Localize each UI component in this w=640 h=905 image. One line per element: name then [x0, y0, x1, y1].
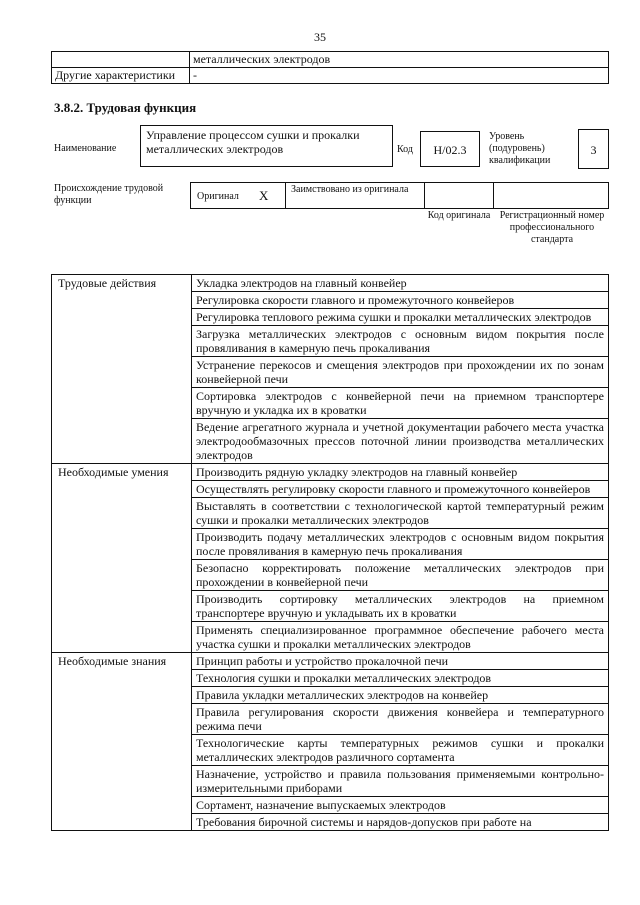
code-value: H/02.3 [433, 143, 467, 157]
item-cell: Регулировка скорости главного и промежуточного конвейеров [192, 292, 609, 309]
level-box [578, 129, 609, 169]
item-cell: Правила регулирования скорости движения конвейера и температурного режима печи [192, 704, 609, 735]
top-continuation-table [51, 51, 609, 84]
item-cell: Назначение, устройство и правила пользования применяемыми контрольно-измерительными приборами [192, 766, 609, 797]
item-cell: Правила укладки металлических электродов на конвейер [192, 687, 609, 704]
page-number: 35 [314, 30, 326, 44]
divider [493, 182, 494, 209]
function-name-box [140, 125, 393, 167]
original-mark: X [259, 188, 269, 203]
table-row [52, 653, 609, 670]
code-label: Код [397, 144, 413, 155]
item-cell: Применять специализированное программное обеспечение рабочего места участка сушки и прокалки металлических электродов [192, 622, 609, 653]
item-cell: Технологические карты температурных режимов сушки и прокалки металлических электродов различного сортамента [192, 735, 609, 766]
item-cell: Технология сушки и прокалки металлических электродов [192, 670, 609, 687]
item-cell: Производить рядную укладку электродов на главный конвейер [192, 464, 609, 481]
item-cell: Регулировка теплового режима сушки и прокалки металлических электродов [192, 309, 609, 326]
other-characteristics-value: - [190, 68, 609, 84]
table-row [52, 275, 609, 292]
continued-text: металлических электродов [190, 52, 609, 68]
function-details-table [51, 274, 609, 831]
item-cell: Выставлять в соответствии с технологической картой температурный режим сушки и прокалки металлических электродов [192, 498, 609, 529]
code-original-caption: Код оригинала [427, 210, 491, 221]
section-title: 3.8.2. Трудовая функция [54, 100, 197, 115]
reg-number-caption: Регистрационный номер профессионального стандарта [499, 210, 605, 245]
other-characteristics-label: Другие характеристики [52, 68, 190, 84]
level-value: 3 [590, 143, 597, 157]
item-cell: Сортамент, назначение выпускаемых электродов [192, 797, 609, 814]
item-cell: Безопасно корректировать положение металлических электродов при прохождении в конвейерной печи [192, 560, 609, 591]
item-cell: Ведение агрегатного журнала и учетной документации рабочего места участка электродообмазочных прессов поточной линии производства металлических электродов [192, 419, 609, 464]
divider [424, 182, 425, 209]
item-cell: Принцип работы и устройство прокалочной печи [192, 653, 609, 670]
item-cell: Требования бирочной системы и нарядов-допусков при работе на [192, 814, 609, 831]
empty-cell [52, 52, 190, 68]
level-label: Уровень (подуровень) квалификации [489, 131, 551, 166]
item-cell: Загрузка металлических электродов с основным видом покрытия после провяливания в камерную печь прокаливания [192, 326, 609, 357]
item-cell: Производить сортировку металлических электродов на приемном транспортере вручную и укладывать их в кроватки [192, 591, 609, 622]
original-label: Оригинал [197, 191, 239, 202]
function-name: Управление процессом сушки и прокалки металлических электродов [146, 128, 360, 156]
borrowed-label: Заимствовано из оригинала [291, 184, 409, 195]
category-cell: Необходимые умения [52, 464, 192, 653]
category-cell: Трудовые действия [52, 275, 192, 464]
origin-label: Происхождение трудовой функции [54, 183, 164, 206]
divider [285, 182, 286, 209]
origin-box [190, 182, 609, 209]
item-cell: Производить подачу металлических электродов с основным видом покрытия после провяливания в камерную печь прокаливания [192, 529, 609, 560]
item-cell: Укладка электродов на главный конвейер [192, 275, 609, 292]
code-box [420, 131, 480, 167]
name-label: Наименование [54, 143, 117, 154]
item-cell: Осуществлять регулировку скорости главного и промежуточного конвейеров [192, 481, 609, 498]
item-cell: Сортировка электродов с конвейерной печи на приемном транспортере вручную и укладка их в кроватки [192, 388, 609, 419]
item-cell: Устранение перекосов и смещения электродов при прохождении их по зонам конвейерной печи [192, 357, 609, 388]
category-cell: Необходимые знания [52, 653, 192, 831]
table-row [52, 464, 609, 481]
